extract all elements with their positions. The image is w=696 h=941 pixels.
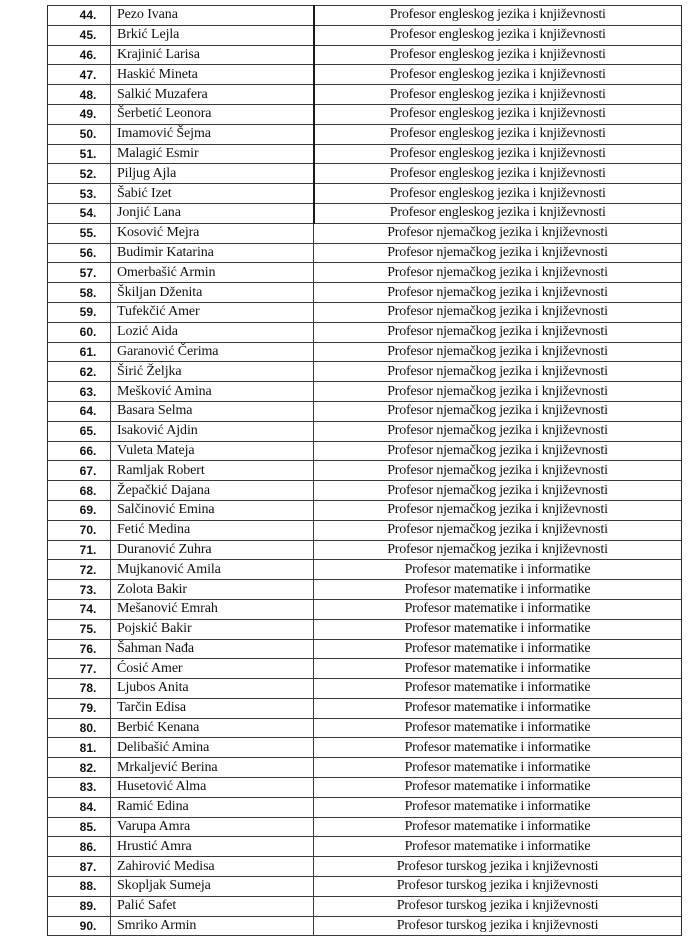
candidate-name: Salčinović Emina bbox=[111, 500, 314, 520]
candidate-profession: Profesor engleskog jezika i književnosti bbox=[314, 104, 682, 124]
candidate-profession: Profesor njemačkog jezika i književnosti bbox=[314, 263, 682, 283]
candidate-profession: Profesor matematike i informatike bbox=[314, 718, 682, 738]
row-number: 57. bbox=[48, 263, 111, 283]
candidate-name: Palić Safet bbox=[111, 896, 314, 916]
candidate-profession: Profesor matematike i informatike bbox=[314, 758, 682, 778]
row-number: 61. bbox=[48, 342, 111, 362]
row-number: 47. bbox=[48, 65, 111, 85]
candidate-profession: Profesor matematike i informatike bbox=[314, 817, 682, 837]
table-row bbox=[48, 718, 682, 738]
row-number: 89. bbox=[48, 896, 111, 916]
table-row bbox=[48, 560, 682, 580]
candidate-profession: Profesor engleskog jezika i književnosti bbox=[314, 6, 682, 26]
candidate-name: Ljubos Anita bbox=[111, 679, 314, 699]
candidate-name: Mešanović Emrah bbox=[111, 599, 314, 619]
row-number: 81. bbox=[48, 738, 111, 758]
candidate-table-body bbox=[48, 6, 682, 936]
row-number: 83. bbox=[48, 778, 111, 798]
row-number: 51. bbox=[48, 144, 111, 164]
table-row bbox=[48, 322, 682, 342]
row-number: 53. bbox=[48, 184, 111, 204]
candidate-name: Salkić Muzafera bbox=[111, 85, 314, 105]
row-number: 66. bbox=[48, 441, 111, 461]
table-row bbox=[48, 85, 682, 105]
candidate-name: Tufekčić Amer bbox=[111, 302, 314, 322]
candidate-name: Tarčin Edisa bbox=[111, 698, 314, 718]
candidate-profession: Profesor engleskog jezika i književnosti bbox=[314, 85, 682, 105]
table-row bbox=[48, 421, 682, 441]
row-number: 70. bbox=[48, 520, 111, 540]
table-row bbox=[48, 857, 682, 877]
table-row bbox=[48, 263, 682, 283]
table-row bbox=[48, 382, 682, 402]
row-number: 46. bbox=[48, 45, 111, 65]
table-row bbox=[48, 619, 682, 639]
candidate-name: Zolota Bakir bbox=[111, 580, 314, 600]
candidate-profession: Profesor engleskog jezika i književnosti bbox=[314, 144, 682, 164]
candidate-profession: Profesor matematike i informatike bbox=[314, 580, 682, 600]
table-row bbox=[48, 25, 682, 45]
candidate-table bbox=[47, 5, 682, 936]
table-row bbox=[48, 342, 682, 362]
row-number: 52. bbox=[48, 164, 111, 184]
candidate-profession: Profesor matematike i informatike bbox=[314, 560, 682, 580]
candidate-profession: Profesor engleskog jezika i književnosti bbox=[314, 203, 682, 223]
candidate-name: Pezo Ivana bbox=[111, 6, 314, 26]
row-number: 90. bbox=[48, 916, 111, 936]
row-number: 71. bbox=[48, 540, 111, 560]
row-number: 62. bbox=[48, 362, 111, 382]
table-row bbox=[48, 520, 682, 540]
candidate-profession: Profesor engleskog jezika i književnosti bbox=[314, 45, 682, 65]
candidate-profession: Profesor engleskog jezika i književnosti bbox=[314, 25, 682, 45]
candidate-name: Mrkaljević Berina bbox=[111, 758, 314, 778]
candidate-name: Skopljak Sumeja bbox=[111, 877, 314, 897]
candidate-name: Malagić Esmir bbox=[111, 144, 314, 164]
table-row bbox=[48, 481, 682, 501]
table-row bbox=[48, 797, 682, 817]
table-row bbox=[48, 639, 682, 659]
row-number: 55. bbox=[48, 223, 111, 243]
table-row bbox=[48, 679, 682, 699]
table-row bbox=[48, 65, 682, 85]
row-number: 72. bbox=[48, 560, 111, 580]
candidate-profession: Profesor engleskog jezika i književnosti bbox=[314, 124, 682, 144]
candidate-profession: Profesor njemačkog jezika i književnosti bbox=[314, 481, 682, 501]
candidate-profession: Profesor njemačkog jezika i književnosti bbox=[314, 441, 682, 461]
table-row bbox=[48, 283, 682, 303]
candidate-profession: Profesor matematike i informatike bbox=[314, 778, 682, 798]
row-number: 78. bbox=[48, 679, 111, 699]
candidate-profession: Profesor njemačkog jezika i književnosti bbox=[314, 362, 682, 382]
candidate-name: Ćosić Amer bbox=[111, 659, 314, 679]
row-number: 75. bbox=[48, 619, 111, 639]
candidate-name: Krajinić Larisa bbox=[111, 45, 314, 65]
row-number: 76. bbox=[48, 639, 111, 659]
candidate-name: Ramljak Robert bbox=[111, 461, 314, 481]
candidate-profession: Profesor matematike i informatike bbox=[314, 619, 682, 639]
table-row bbox=[48, 540, 682, 560]
row-number: 73. bbox=[48, 580, 111, 600]
candidate-name: Omerbašić Armin bbox=[111, 263, 314, 283]
table-row bbox=[48, 441, 682, 461]
candidate-name: Širić Željka bbox=[111, 362, 314, 382]
candidate-profession: Profesor matematike i informatike bbox=[314, 797, 682, 817]
candidate-name: Isaković Ajdin bbox=[111, 421, 314, 441]
row-number: 44. bbox=[48, 6, 111, 26]
candidate-profession: Profesor njemačkog jezika i književnosti bbox=[314, 540, 682, 560]
table-row bbox=[48, 599, 682, 619]
candidate-name: Kosović Mejra bbox=[111, 223, 314, 243]
candidate-profession: Profesor matematike i informatike bbox=[314, 837, 682, 857]
table-row bbox=[48, 164, 682, 184]
row-number: 84. bbox=[48, 797, 111, 817]
candidate-name: Imamović Šejma bbox=[111, 124, 314, 144]
candidate-profession: Profesor njemačkog jezika i književnosti bbox=[314, 243, 682, 263]
table-row bbox=[48, 738, 682, 758]
row-number: 68. bbox=[48, 481, 111, 501]
table-row bbox=[48, 877, 682, 897]
row-number: 85. bbox=[48, 817, 111, 837]
candidate-name: Basara Selma bbox=[111, 401, 314, 421]
table-row bbox=[48, 461, 682, 481]
candidate-name: Jonjić Lana bbox=[111, 203, 314, 223]
candidate-name: Ramić Edina bbox=[111, 797, 314, 817]
candidate-profession: Profesor njemačkog jezika i književnosti bbox=[314, 382, 682, 402]
table-row bbox=[48, 896, 682, 916]
candidate-name: Šabić Izet bbox=[111, 184, 314, 204]
table-row bbox=[48, 659, 682, 679]
table-row bbox=[48, 302, 682, 322]
row-number: 63. bbox=[48, 382, 111, 402]
candidate-profession: Profesor matematike i informatike bbox=[314, 679, 682, 699]
candidate-profession: Profesor njemačkog jezika i književnosti bbox=[314, 322, 682, 342]
candidate-name: Mešković Amina bbox=[111, 382, 314, 402]
table-row bbox=[48, 203, 682, 223]
candidate-profession: Profesor njemačkog jezika i književnosti bbox=[314, 520, 682, 540]
row-number: 67. bbox=[48, 461, 111, 481]
candidate-name: Garanović Čerima bbox=[111, 342, 314, 362]
table-row bbox=[48, 104, 682, 124]
candidate-name: Budimir Katarina bbox=[111, 243, 314, 263]
candidate-name: Fetić Medina bbox=[111, 520, 314, 540]
candidate-profession: Profesor matematike i informatike bbox=[314, 738, 682, 758]
candidate-name: Vuleta Mateja bbox=[111, 441, 314, 461]
candidate-profession: Profesor njemačkog jezika i književnosti bbox=[314, 283, 682, 303]
candidate-name: Piljug Ajla bbox=[111, 164, 314, 184]
candidate-name: Pojskić Bakir bbox=[111, 619, 314, 639]
candidate-name: Šahman Nađa bbox=[111, 639, 314, 659]
table-row bbox=[48, 698, 682, 718]
row-number: 74. bbox=[48, 599, 111, 619]
candidate-profession: Profesor turskog jezika i književnosti bbox=[314, 896, 682, 916]
candidate-profession: Profesor njemačkog jezika i književnosti bbox=[314, 302, 682, 322]
table-row bbox=[48, 758, 682, 778]
candidate-profession: Profesor njemačkog jezika i književnosti bbox=[314, 461, 682, 481]
document-page bbox=[47, 5, 681, 936]
candidate-profession: Profesor matematike i informatike bbox=[314, 639, 682, 659]
candidate-name: Delibašić Amina bbox=[111, 738, 314, 758]
row-number: 87. bbox=[48, 857, 111, 877]
table-row bbox=[48, 45, 682, 65]
row-number: 56. bbox=[48, 243, 111, 263]
row-number: 49. bbox=[48, 104, 111, 124]
row-number: 86. bbox=[48, 837, 111, 857]
candidate-profession: Profesor matematike i informatike bbox=[314, 698, 682, 718]
row-number: 64. bbox=[48, 401, 111, 421]
candidate-name: Haskić Mineta bbox=[111, 65, 314, 85]
candidate-profession: Profesor njemačkog jezika i književnosti bbox=[314, 401, 682, 421]
candidate-name: Šerbetić Leonora bbox=[111, 104, 314, 124]
row-number: 58. bbox=[48, 283, 111, 303]
table-row bbox=[48, 184, 682, 204]
table-row bbox=[48, 817, 682, 837]
candidate-name: Lozić Aida bbox=[111, 322, 314, 342]
table-row bbox=[48, 243, 682, 263]
row-number: 79. bbox=[48, 698, 111, 718]
table-row bbox=[48, 778, 682, 798]
table-row bbox=[48, 362, 682, 382]
candidate-name: Duranović Zuhra bbox=[111, 540, 314, 560]
row-number: 48. bbox=[48, 85, 111, 105]
candidate-profession: Profesor njemačkog jezika i književnosti bbox=[314, 421, 682, 441]
candidate-name: Zahirović Medisa bbox=[111, 857, 314, 877]
candidate-name: Brkić Lejla bbox=[111, 25, 314, 45]
row-number: 88. bbox=[48, 877, 111, 897]
row-number: 77. bbox=[48, 659, 111, 679]
candidate-name: Smriko Armin bbox=[111, 916, 314, 936]
row-number: 54. bbox=[48, 203, 111, 223]
candidate-profession: Profesor turskog jezika i književnosti bbox=[314, 916, 682, 936]
table-row bbox=[48, 500, 682, 520]
candidate-name: Žepačkić Dajana bbox=[111, 481, 314, 501]
candidate-name: Mujkanović Amila bbox=[111, 560, 314, 580]
table-row bbox=[48, 580, 682, 600]
candidate-profession: Profesor njemačkog jezika i književnosti bbox=[314, 342, 682, 362]
candidate-profession: Profesor turskog jezika i književnosti bbox=[314, 857, 682, 877]
row-number: 82. bbox=[48, 758, 111, 778]
row-number: 80. bbox=[48, 718, 111, 738]
table-row bbox=[48, 144, 682, 164]
candidate-name: Škiljan Dženita bbox=[111, 283, 314, 303]
candidate-profession: Profesor turskog jezika i književnosti bbox=[314, 877, 682, 897]
candidate-name: Husetović Alma bbox=[111, 778, 314, 798]
candidate-profession: Profesor matematike i informatike bbox=[314, 659, 682, 679]
table-row bbox=[48, 6, 682, 26]
row-number: 65. bbox=[48, 421, 111, 441]
table-row bbox=[48, 837, 682, 857]
row-number: 69. bbox=[48, 500, 111, 520]
candidate-name: Berbić Kenana bbox=[111, 718, 314, 738]
table-row bbox=[48, 401, 682, 421]
candidate-profession: Profesor matematike i informatike bbox=[314, 599, 682, 619]
row-number: 45. bbox=[48, 25, 111, 45]
candidate-name: Varupa Amra bbox=[111, 817, 314, 837]
candidate-profession: Profesor njemačkog jezika i književnosti bbox=[314, 500, 682, 520]
candidate-name: Hrustić Amra bbox=[111, 837, 314, 857]
row-number: 59. bbox=[48, 302, 111, 322]
candidate-profession: Profesor engleskog jezika i književnosti bbox=[314, 184, 682, 204]
table-row bbox=[48, 223, 682, 243]
candidate-profession: Profesor engleskog jezika i književnosti bbox=[314, 164, 682, 184]
row-number: 60. bbox=[48, 322, 111, 342]
table-row bbox=[48, 916, 682, 936]
table-row bbox=[48, 124, 682, 144]
candidate-profession: Profesor engleskog jezika i književnosti bbox=[314, 65, 682, 85]
row-number: 50. bbox=[48, 124, 111, 144]
candidate-profession: Profesor njemačkog jezika i književnosti bbox=[314, 223, 682, 243]
